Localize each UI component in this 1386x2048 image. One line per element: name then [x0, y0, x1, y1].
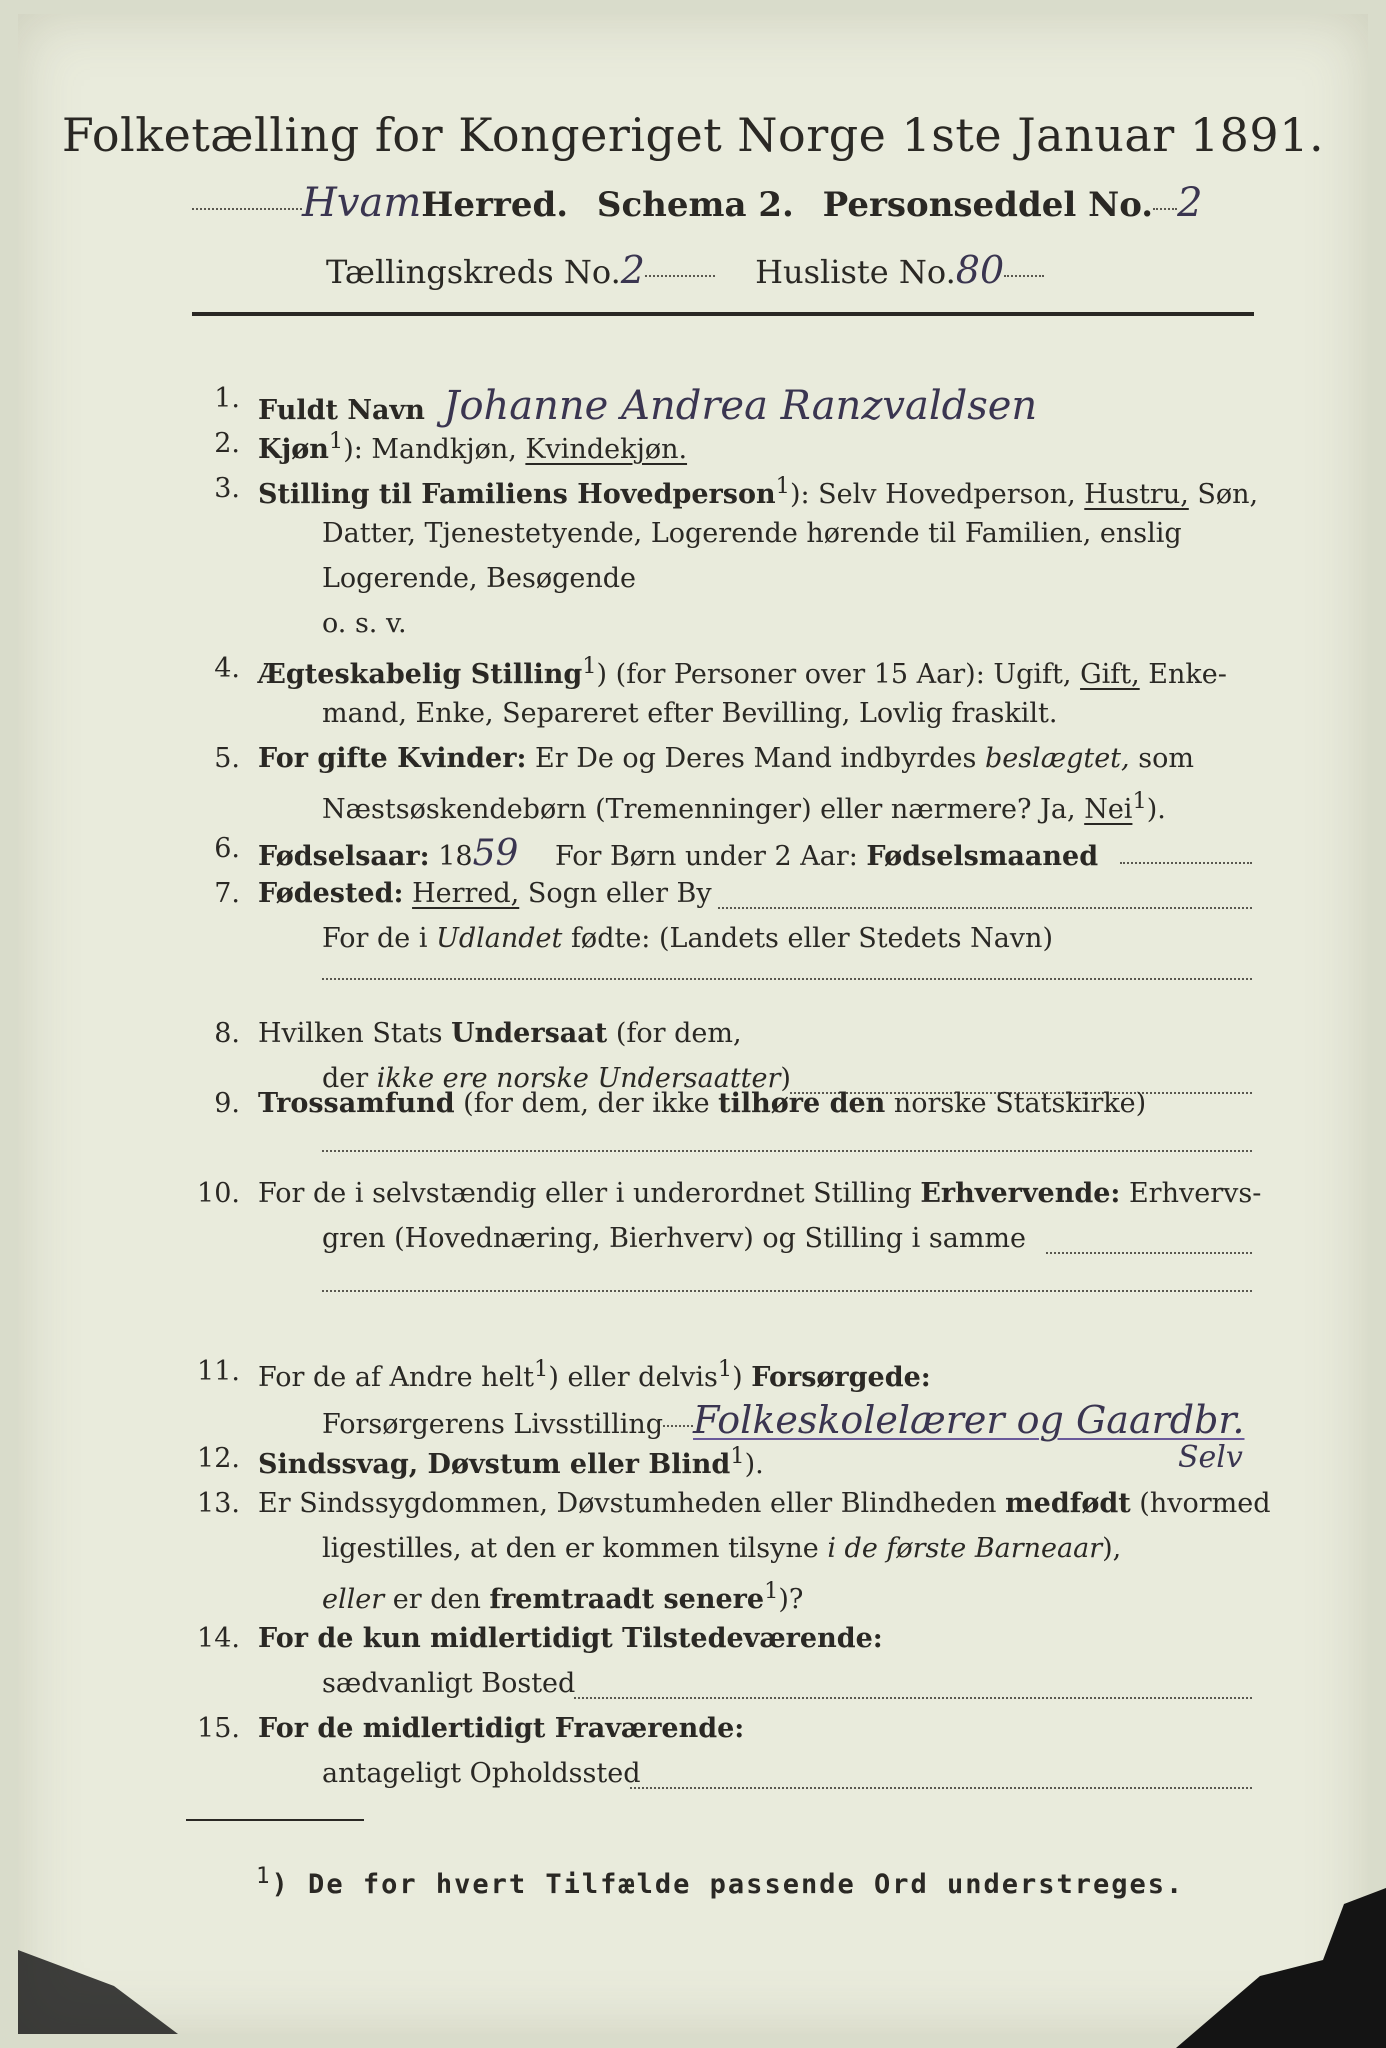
q7-italic: Udlandet [436, 923, 563, 954]
q15-label: midlertidigt Fraværende: [362, 1713, 745, 1744]
q15-dotted-blank [630, 1787, 1252, 1789]
husliste-label: Husliste No. [755, 253, 956, 291]
q11-provider-label: Forsørgerens Livsstilling [322, 1409, 664, 1440]
item-number-4: 4. [214, 653, 240, 684]
q3-line-4: o. s. v. [322, 608, 407, 639]
q10-text: For de i selvstændig eller i underordnet Stilling [258, 1178, 921, 1209]
q8-der: der [322, 1063, 377, 1094]
q7-options: Sogn eller By [519, 878, 712, 909]
q13-text: Er Sindssygdommen, Døvstumheden eller Blindheden [258, 1488, 1006, 1519]
dotted-fill [1153, 208, 1177, 210]
footnote-marker: 1 [256, 1863, 272, 1889]
item-number-14: 14. [197, 1623, 240, 1654]
q11-provider-handwritten: Folkeskolelærer og Gaardbr. [693, 1398, 1245, 1442]
q10-row [258, 1178, 1261, 1209]
q11-row [258, 1356, 931, 1393]
q10-dotted-blank [1046, 1252, 1252, 1254]
q7-row [258, 878, 712, 909]
personseddel-label: Personseddel No. [822, 185, 1154, 225]
q5-question: Næstsøskendebørn (Tremenninger) eller nærmere? Ja, [322, 794, 1085, 825]
q13-italic: i de første Barneaar [827, 1533, 1103, 1564]
item-number-15: 15. [197, 1713, 240, 1744]
q7-dotted-blank-2 [322, 978, 1252, 980]
footnote-text: ) De for hvert Tilfælde passende Ord understreges. [271, 1869, 1185, 1900]
q6-month-label: Fødselsmaaned [866, 841, 1099, 872]
q13-line3-end: )? [778, 1584, 804, 1615]
q5-row [258, 743, 1194, 774]
q7-answer-underlined: Herred, [412, 878, 520, 909]
item-number-9: 9. [214, 1088, 240, 1119]
item-number-6: 6. [214, 833, 240, 864]
q6-label: Fødselsaar: [258, 841, 430, 872]
item-number-2: 2. [214, 428, 240, 459]
q3-options-end: Søn, [1188, 479, 1259, 510]
q9-row [258, 1088, 1146, 1119]
item-number-13: 13. [197, 1488, 240, 1519]
q12-label: Sindssvag, Døvstum eller Blind [258, 1449, 731, 1480]
item-number-1: 1. [214, 383, 240, 414]
q11-text: For de af Andre helt [258, 1362, 535, 1393]
q13-line2-end: ), [1102, 1533, 1122, 1564]
q9-dotted-blank [322, 1150, 1252, 1152]
q5-label: For gifte Kvinder: [258, 743, 527, 774]
item-number-11: 11. [197, 1356, 240, 1387]
q11-text-2: ) eller delvis [548, 1362, 718, 1393]
footnote-rule [186, 1819, 364, 1821]
q6-century: 18 [429, 841, 473, 872]
q8-row [258, 1018, 742, 1049]
q5-italic: beslægtet, [984, 743, 1130, 774]
q4-label: Ægteskabelig Stilling [258, 659, 583, 690]
item-number-12: 12. [197, 1443, 240, 1474]
q3-line-3: Logerende, Besøgende [322, 563, 636, 594]
q10-line-2: gren (Hovednæring, Bierhverv) og Stilling i samme [322, 1223, 1027, 1254]
q4-row [258, 653, 1227, 690]
q13-row [258, 1488, 1271, 1519]
footnote-ref: 1 [534, 1356, 549, 1382]
q13-bold: medfødt [1005, 1488, 1131, 1519]
q1-row [258, 383, 1037, 429]
q3-line-2: Datter, Tjenestetyende, Logerende hørende til Familien, enslig [322, 518, 1182, 549]
q4-options: ) (for Personer over 15 Aar): Ugift, [596, 659, 1081, 690]
dotted-fill [645, 275, 715, 277]
dotted-fill [192, 208, 302, 210]
q10-text-end: Erhvervs- [1120, 1178, 1262, 1209]
q15-text: For de [258, 1713, 363, 1744]
q12-row [258, 1443, 764, 1480]
q9-label: Trossamfund [258, 1088, 455, 1119]
q6-text: For Børn under 2 Aar: [554, 841, 867, 872]
form-title: Folketælling for Kongeriget Norge 1ste Januar 1891. [61, 108, 1325, 162]
q2-row [258, 428, 687, 465]
q13-line3-text: er den [384, 1584, 490, 1615]
q2-answer-underlined: Kvindekjøn. [525, 434, 688, 465]
q10-dotted-blank-2 [322, 1290, 1252, 1292]
q5-close: ). [1146, 794, 1166, 825]
footnote-ref: 1 [1132, 788, 1147, 814]
q15-line-2: antageligt Opholdssted [322, 1758, 641, 1789]
item-number-7: 7. [214, 878, 240, 909]
item-number-8: 8. [214, 1018, 240, 1049]
footnote-ref: 1 [582, 653, 597, 679]
q7-label: Fødested: [258, 878, 404, 909]
q13-line-2 [322, 1533, 1121, 1564]
q2-options: ): Mandkjøn, [343, 434, 526, 465]
q7-foreign-text-end: fødte: (Landets eller Stedets Navn) [562, 923, 1053, 954]
q3-answer-underlined: Hustru, [1084, 479, 1189, 510]
q6-year-handwritten: 59 [472, 833, 519, 874]
q5-line-2 [322, 788, 1166, 825]
header-rule [192, 312, 1254, 316]
q6-dotted-blank [1120, 862, 1252, 864]
q13-line-3 [322, 1578, 803, 1615]
q15-row [258, 1713, 744, 1744]
footnote-ref: 1 [730, 1443, 745, 1469]
q14-line-2: sædvanligt Bosted [322, 1668, 576, 1699]
q14-text: For de kun [258, 1623, 431, 1654]
q5-text-end: som [1129, 743, 1194, 774]
q9-text: (for dem, der ikke [454, 1088, 719, 1119]
dotted-fill [663, 1425, 693, 1427]
footnote-ref: 1 [764, 1578, 779, 1604]
footnote-ref: 1 [717, 1356, 733, 1382]
q13-line3-bold: fremtraadt senere [489, 1584, 765, 1615]
q11-handwritten-note: Selv [1178, 1440, 1243, 1475]
q3-row [258, 473, 1258, 510]
personseddel-handwritten: 2 [1177, 180, 1203, 226]
kreds-label: Tællingskreds No. [326, 253, 621, 291]
q5-answer-underlined: Nei [1084, 794, 1133, 825]
q1-name-handwritten: Johanne Andrea Ranzvaldsen [443, 383, 1038, 429]
q13-text-end: (hvormed [1130, 1488, 1271, 1519]
q7-foreign-text: For de i [322, 923, 437, 954]
q6-row [258, 833, 1098, 874]
q11-label: Forsørgede: [751, 1362, 931, 1393]
q2-label: Kjøn [258, 434, 329, 465]
schema-label: Schema 2. [596, 185, 794, 225]
item-number-10: 10. [197, 1178, 240, 1209]
q7-line-2 [322, 923, 1053, 954]
kreds-handwritten: 2 [620, 248, 645, 292]
q7-dotted-blank [718, 907, 1252, 909]
q4-answer-underlined: Gift, [1080, 659, 1140, 690]
footnote [256, 1863, 1184, 1900]
item-number-3: 3. [214, 473, 240, 504]
q13-eller: eller [322, 1584, 385, 1615]
husliste-handwritten: 80 [955, 248, 1005, 292]
q8-label: Undersaat [451, 1018, 608, 1049]
q4-line-2: mand, Enke, Separeret efter Bevilling, Lovlig fraskilt. [322, 698, 1058, 729]
q8-italic: ikke ere norske Undersaatter [376, 1063, 781, 1094]
dotted-fill [1004, 275, 1044, 277]
herred-label: Herred. [421, 185, 569, 225]
q8-text: Hvilken Stats [258, 1018, 452, 1049]
q13-line2-text: ligestilles, at den er kommen tilsyne [322, 1533, 828, 1564]
header-row-2 [326, 248, 1044, 292]
q1-label: Fuldt Navn [258, 395, 425, 426]
item-number-5: 5. [214, 743, 240, 774]
q3-options: ): Selv Hovedperson, [789, 479, 1085, 510]
q4-options-end: Enke- [1139, 659, 1227, 690]
q9-bold: tilhøre den [718, 1088, 886, 1119]
q5-text: Er De og Deres Mand indbyrdes [526, 743, 985, 774]
q3-label: Stilling til Familiens Hovedperson [258, 479, 776, 510]
footnote-ref: 1 [328, 428, 344, 454]
header-row-1 [192, 180, 1203, 226]
q11-text-3: ) [732, 1362, 752, 1393]
q9-text-end: norske Statskirke) [885, 1088, 1147, 1119]
herred-handwritten: Hvam [302, 180, 422, 226]
q11-line-2 [322, 1398, 1245, 1442]
q8-text-end: (for dem, [607, 1018, 742, 1049]
q10-label: Erhvervende: [920, 1178, 1121, 1209]
q14-dotted-blank [574, 1697, 1252, 1699]
q14-label: midlertidigt Tilstedeværende: [430, 1623, 883, 1654]
q14-row [258, 1623, 883, 1654]
q12-close: ). [744, 1449, 764, 1480]
footnote-ref: 1 [775, 473, 790, 499]
q8-close: ) [780, 1063, 791, 1094]
